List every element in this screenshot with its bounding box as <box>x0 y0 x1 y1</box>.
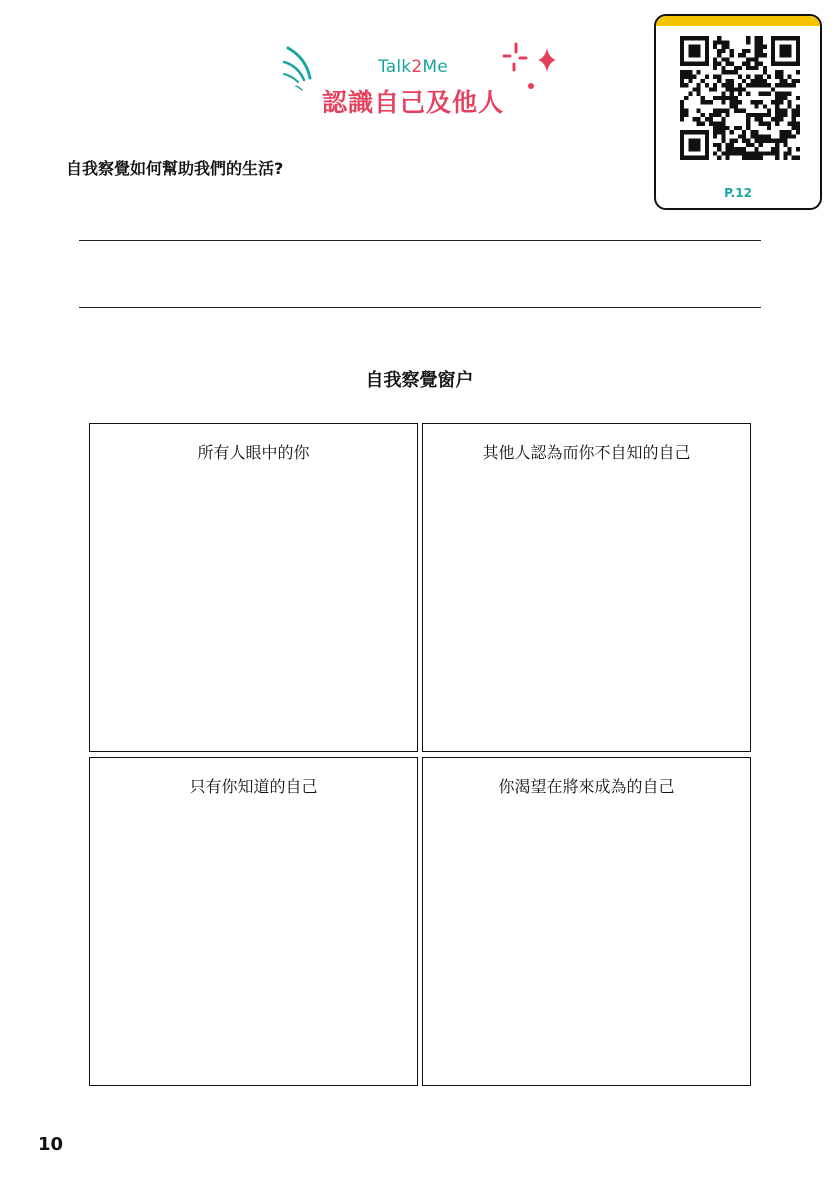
qr-code-icon[interactable] <box>680 36 800 160</box>
swoosh-decoration-icon <box>280 44 320 94</box>
page-title: 認識自己及他人 <box>322 88 505 117</box>
brand-part-me: Me <box>422 57 448 77</box>
brand-part-2: 2 <box>411 57 423 77</box>
section-title: 自我察覺窗户 <box>365 370 474 391</box>
quadrant-future-self[interactable] <box>422 757 751 1086</box>
quadrant-label: 其他人認為而你不自知的自己 <box>482 443 691 462</box>
quadrant-label: 只有你知道的自己 <box>189 777 318 796</box>
quadrant-blind-self[interactable] <box>422 423 751 752</box>
answer-line-2 <box>79 307 761 308</box>
quadrant-open-self[interactable] <box>89 423 418 752</box>
page-number: 10 <box>38 1134 64 1155</box>
quadrant-label: 你渴望在將來成為的自己 <box>498 777 675 796</box>
answer-line-1 <box>79 240 761 241</box>
sparkle-decoration-icon <box>494 36 564 96</box>
brand-logo-text <box>378 57 448 77</box>
page-reference: P.12 <box>724 186 752 200</box>
quadrant-hidden-self[interactable] <box>89 757 418 1086</box>
qr-card-topbar <box>656 16 820 26</box>
question-text: 自我察覺如何幫助我們的生活? <box>66 159 284 178</box>
qr-card[interactable] <box>654 14 822 210</box>
quadrant-label: 所有人眼中的你 <box>197 443 310 462</box>
brand-part-talk: Talk <box>378 57 412 77</box>
